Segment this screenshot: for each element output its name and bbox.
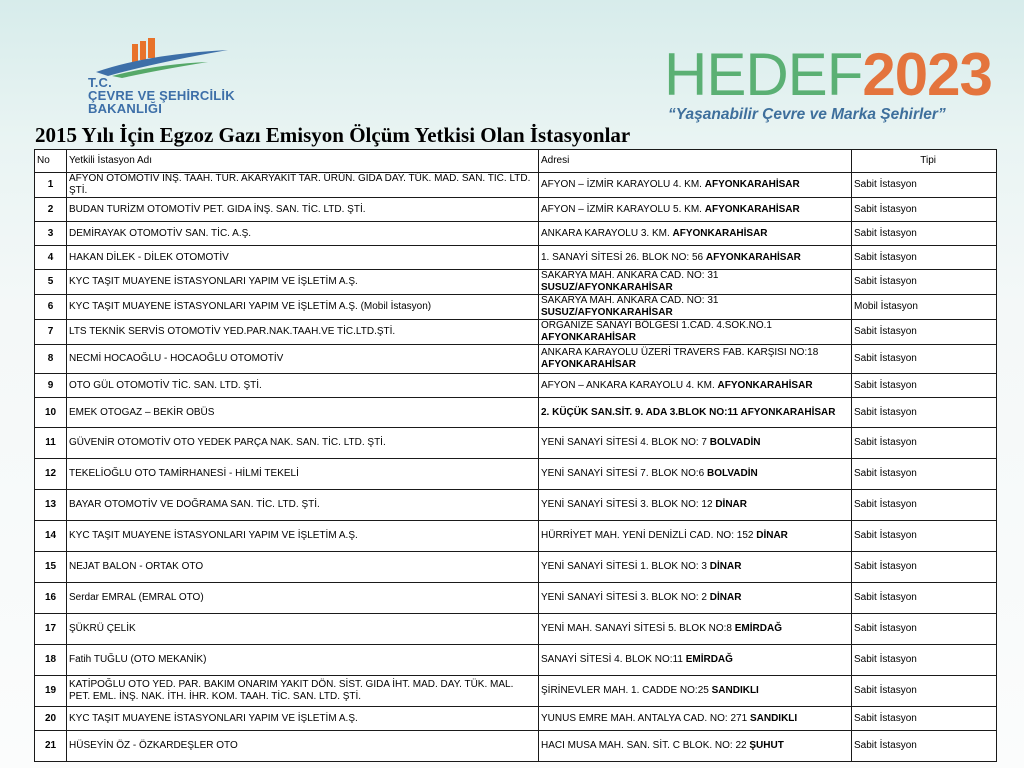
hedef-title — [664, 41, 992, 108]
row-address-city: 2. KÜÇÜK SAN.SİT. 9. ADA 3.BLOK NO:11 AFYONKARAHİSAR — [541, 406, 836, 418]
row-address-text: YENİ MAH. SANAYİ SİTESİ 5. BLOK NO:8 — [541, 623, 735, 634]
row-address-text: AFYON – İZMİR KARAYOLU 4. KM. — [541, 179, 705, 190]
header-no: No — [35, 150, 67, 173]
row-number: 10 — [35, 398, 67, 428]
row-address-text: ANKARA KARAYOLU 3. KM. — [541, 227, 673, 239]
row-address-city: SUSUZ/AFYONKARAHİSAR — [541, 307, 673, 318]
row-address — [539, 270, 852, 295]
hedef-word: HEDEF — [664, 41, 863, 108]
row-address-city: AFYONKARAHİSAR — [705, 251, 801, 263]
row-address-text: SAKARYA MAH. ANKARA CAD. NO: 31 — [541, 295, 719, 306]
row-type: Sabit İstasyon — [852, 490, 997, 521]
table-row — [35, 173, 997, 198]
table-row — [35, 246, 997, 270]
table-header-row — [35, 150, 997, 173]
table-row — [35, 731, 997, 762]
table-row — [35, 345, 997, 374]
row-address — [539, 583, 852, 614]
row-address-text: YENİ SANAYİ SİTESİ 1. BLOK NO: 3 — [541, 561, 710, 572]
row-address-text: ORGANİZE SANAYİ BÖLGESİ 1.CAD. 4.SOK.NO.1 — [541, 320, 772, 331]
row-address-text: AFYON – ANKARA KARAYOLU 4. KM. — [541, 379, 718, 391]
row-address-city: AFYONKARAHİSAR — [704, 179, 800, 190]
table-row — [35, 521, 997, 552]
row-station-name: KYC TAŞIT MUAYENE İSTASYONLARI YAPIM VE İŞLETİM A.Ş. — [67, 521, 539, 552]
row-type: Sabit İstasyon — [852, 731, 997, 762]
hedef-slogan: “Yaşanabilir Çevre ve Marka Şehirler” — [668, 106, 946, 123]
table-row — [35, 374, 997, 398]
table-row — [35, 583, 997, 614]
row-station-name: BUDAN TURİZM OTOMOTİV PET. GIDA İNŞ. SAN. TİC. LTD. ŞTİ. — [67, 198, 539, 222]
header-address: Adresi — [539, 150, 852, 173]
row-number: 15 — [35, 552, 67, 583]
row-station-name: BAYAR OTOMOTİV VE DOĞRAMA SAN. TİC. LTD. ŞTİ. — [67, 490, 539, 521]
row-address-text: AFYON – İZMİR KARAYOLU 5. KM. — [541, 203, 705, 215]
row-station-name: TEKELİOĞLU OTO TAMİRHANESİ - HİLMİ TEKELİ — [67, 459, 539, 490]
table-row — [35, 645, 997, 676]
row-station-name: ŞÜKRÜ ÇELİK — [67, 614, 539, 645]
row-address-city: SANDIKLI — [711, 685, 759, 696]
ministry-line-1: T.C. — [88, 75, 112, 90]
table-row — [35, 676, 997, 707]
row-station-name: NECMİ HOCAOĞLU - HOCAOĞLU OTOMOTİV — [67, 345, 539, 374]
row-address — [539, 645, 852, 676]
row-address-city: AFYONKARAHİSAR — [672, 227, 768, 239]
row-address-text: SANAYİ SİTESİ 4. BLOK NO:11 — [541, 654, 686, 665]
row-address-city: DİNAR — [709, 561, 742, 572]
row-type: Sabit İstasyon — [852, 345, 997, 374]
row-address-city: ŞUHUT — [749, 740, 784, 751]
row-number: 9 — [35, 374, 67, 398]
row-type: Sabit İstasyon — [852, 398, 997, 428]
row-type: Sabit İstasyon — [852, 459, 997, 490]
row-type: Sabit İstasyon — [852, 583, 997, 614]
row-station-name: HÜSEYİN ÖZ - ÖZKARDEŞLER OTO — [67, 731, 539, 762]
row-station-name: Serdar EMRAL (EMRAL OTO) — [67, 583, 539, 614]
row-address-text: YENİ SANAYİ SİTESİ 7. BLOK NO:6 — [541, 468, 707, 479]
row-type: Sabit İstasyon — [852, 198, 997, 222]
row-type: Sabit İstasyon — [852, 270, 997, 295]
row-address-city: DİNAR — [715, 499, 747, 510]
table-row — [35, 320, 997, 345]
row-station-name: KYC TAŞIT MUAYENE İSTASYONLARI YAPIM VE İŞLETİM A.Ş. — [67, 270, 539, 295]
row-number: 16 — [35, 583, 67, 614]
row-address-city: BOLVADİN — [709, 437, 761, 448]
row-station-name: KATİPOĞLU OTO YED. PAR. BAKIM ONARIM YAKIT DÖN. SİST. GIDA İHT. MAD. DAY. TÜK. MAL. PET. EML. İNŞ. NAK. İTH. İHR. KOM. TAAH. TİC. SAN. LTD. ŞTİ. — [67, 676, 539, 707]
hedef-year: 2023 — [862, 41, 992, 108]
row-number: 3 — [35, 222, 67, 246]
row-type: Sabit İstasyon — [852, 246, 997, 270]
row-address — [539, 552, 852, 583]
row-address-text: HÜRRİYET MAH. YENİ DENİZLİ CAD. NO: 152 — [541, 530, 757, 541]
row-address — [539, 459, 852, 490]
row-address-city: AFYONKARAHİSAR — [541, 359, 636, 370]
row-address — [539, 198, 852, 222]
ministry-line-3: BAKANLIĞI — [88, 101, 163, 116]
header-station-name: Yetkili İstasyon Adı — [67, 150, 539, 173]
row-type: Sabit İstasyon — [852, 645, 997, 676]
row-number: 21 — [35, 731, 67, 762]
row-type: Sabit İstasyon — [852, 614, 997, 645]
row-address-text: ŞİRİNEVLER MAH. 1. CADDE NO:25 — [541, 685, 712, 696]
row-number: 17 — [35, 614, 67, 645]
table-row — [35, 707, 997, 731]
row-station-name: OTO GÜL OTOMOTİV TİC. SAN. LTD. ŞTİ. — [67, 374, 539, 398]
table-row — [35, 295, 997, 320]
row-number: 18 — [35, 645, 67, 676]
row-type: Sabit İstasyon — [852, 521, 997, 552]
row-address-city: AFYONKARAHİSAR — [704, 203, 800, 215]
row-address-city: DİNAR — [709, 592, 742, 603]
row-address-city: SUSUZ/AFYONKARAHİSAR — [541, 282, 673, 293]
header-type: Tipi — [852, 150, 997, 173]
row-address — [539, 295, 852, 320]
row-address — [539, 374, 852, 398]
row-station-name: Fatih TUĞLU (OTO MEKANİK) — [67, 645, 539, 676]
row-type: Sabit İstasyon — [852, 374, 997, 398]
row-type: Sabit İstasyon — [852, 320, 997, 345]
row-type: Sabit İstasyon — [852, 676, 997, 707]
row-address — [539, 676, 852, 707]
row-address-city: SANDIKLI — [749, 712, 798, 724]
row-address — [539, 222, 852, 246]
row-type: Sabit İstasyon — [852, 222, 997, 246]
row-address-text: ANKARA KARAYOLU ÜZERİ TRAVERS FAB. KARŞISI NO:18 — [541, 347, 819, 358]
row-station-name: DEMİRAYAK OTOMOTİV SAN. TİC. A.Ş. — [67, 222, 539, 246]
ministry-emblem-icon — [88, 36, 238, 78]
row-number: 2 — [35, 198, 67, 222]
stations-table — [34, 149, 997, 762]
stations-table-wrapper — [34, 149, 996, 762]
row-type: Mobil İstasyon — [852, 295, 997, 320]
row-number: 14 — [35, 521, 67, 552]
row-address — [539, 521, 852, 552]
row-address-text: SAKARYA MAH. ANKARA CAD. NO: 31 — [541, 270, 719, 281]
table-row — [35, 428, 997, 459]
row-address — [539, 246, 852, 270]
row-type: Sabit İstasyon — [852, 173, 997, 198]
ministry-logo — [88, 36, 238, 126]
row-address — [539, 345, 852, 374]
row-number: 13 — [35, 490, 67, 521]
row-station-name: NEJAT BALON - ORTAK OTO — [67, 552, 539, 583]
row-address — [539, 398, 852, 428]
row-address-text: YENİ SANAYİ SİTESİ 3. BLOK NO: 2 — [541, 592, 710, 603]
row-number: 20 — [35, 707, 67, 731]
row-type: Sabit İstasyon — [852, 707, 997, 731]
table-row — [35, 222, 997, 246]
row-number: 1 — [35, 173, 67, 198]
table-row — [35, 270, 997, 295]
table-row — [35, 198, 997, 222]
table-row — [35, 398, 997, 428]
row-address-text: YENİ SANAYİ SİTESİ 4. BLOK NO: 7 — [541, 437, 710, 448]
row-station-name: EMEK OTOGAZ – BEKİR OBÜS — [67, 398, 539, 428]
row-address — [539, 428, 852, 459]
row-station-name: KYC TAŞIT MUAYENE İSTASYONLARI YAPIM VE İŞLETİM A.Ş. (Mobil İstasyon) — [67, 295, 539, 320]
hedef-2023-logo — [664, 41, 992, 134]
row-address — [539, 320, 852, 345]
row-number: 12 — [35, 459, 67, 490]
row-number: 6 — [35, 295, 67, 320]
row-address-city: BOLVADİN — [706, 468, 758, 479]
row-address-city: AFYONKARAHİSAR — [717, 379, 813, 391]
row-station-name: LTS TEKNİK SERVİS OTOMOTİV YED.PAR.NAK.TAAH.VE TİC.LTD.ŞTİ. — [67, 320, 539, 345]
row-address — [539, 707, 852, 731]
table-row — [35, 552, 997, 583]
table-row — [35, 459, 997, 490]
row-station-name: AFYON OTOMOTİV İNŞ. TAAH. TUR. AKARYAKIT TAR. ÜRÜN. GIDA DAY. TÜK. MAD. SAN. TİC. LTD. ŞTİ. — [67, 173, 539, 198]
row-address-text: HACI MUSA MAH. SAN. SİT. C BLOK. NO: 22 — [541, 740, 750, 751]
row-number: 7 — [35, 320, 67, 345]
row-address-text: YENİ SANAYİ SİTESİ 3. BLOK NO: 12 — [541, 499, 716, 510]
row-station-name: GÜVENİR OTOMOTİV OTO YEDEK PARÇA NAK. SAN. TİC. LTD. ŞTİ. — [67, 428, 539, 459]
table-row — [35, 490, 997, 521]
row-number: 11 — [35, 428, 67, 459]
row-address-city: DİNAR — [756, 530, 788, 541]
page-title: 2015 Yılı İçin Egzoz Gazı Emisyon Ölçüm Yetkisi Olan İstasyonlar — [35, 123, 631, 147]
row-number: 5 — [35, 270, 67, 295]
table-body — [35, 173, 997, 762]
table-row — [35, 614, 997, 645]
row-address-city: AFYONKARAHİSAR — [541, 332, 636, 343]
row-address-text: 1. SANAYİ SİTESİ 26. BLOK NO: 56 — [541, 251, 706, 263]
row-address — [539, 173, 852, 198]
row-address — [539, 731, 852, 762]
ministry-line-2: ÇEVRE VE ŞEHİRCİLİK — [88, 88, 235, 103]
row-station-name: KYC TAŞIT MUAYENE İSTASYONLARI YAPIM VE İŞLETİM A.Ş. — [67, 707, 539, 731]
row-address-text: YUNUS EMRE MAH. ANTALYA CAD. NO: 271 — [541, 712, 750, 724]
row-station-name: HAKAN DİLEK - DİLEK OTOMOTİV — [67, 246, 539, 270]
row-address-city: EMİRDAĞ — [685, 654, 733, 665]
row-type: Sabit İstasyon — [852, 428, 997, 459]
row-address — [539, 490, 852, 521]
row-address — [539, 614, 852, 645]
row-number: 19 — [35, 676, 67, 707]
row-number: 4 — [35, 246, 67, 270]
row-number: 8 — [35, 345, 67, 374]
row-address-city: EMİRDAĞ — [734, 623, 782, 634]
ministry-logo-text — [88, 76, 235, 115]
row-type: Sabit İstasyon — [852, 552, 997, 583]
